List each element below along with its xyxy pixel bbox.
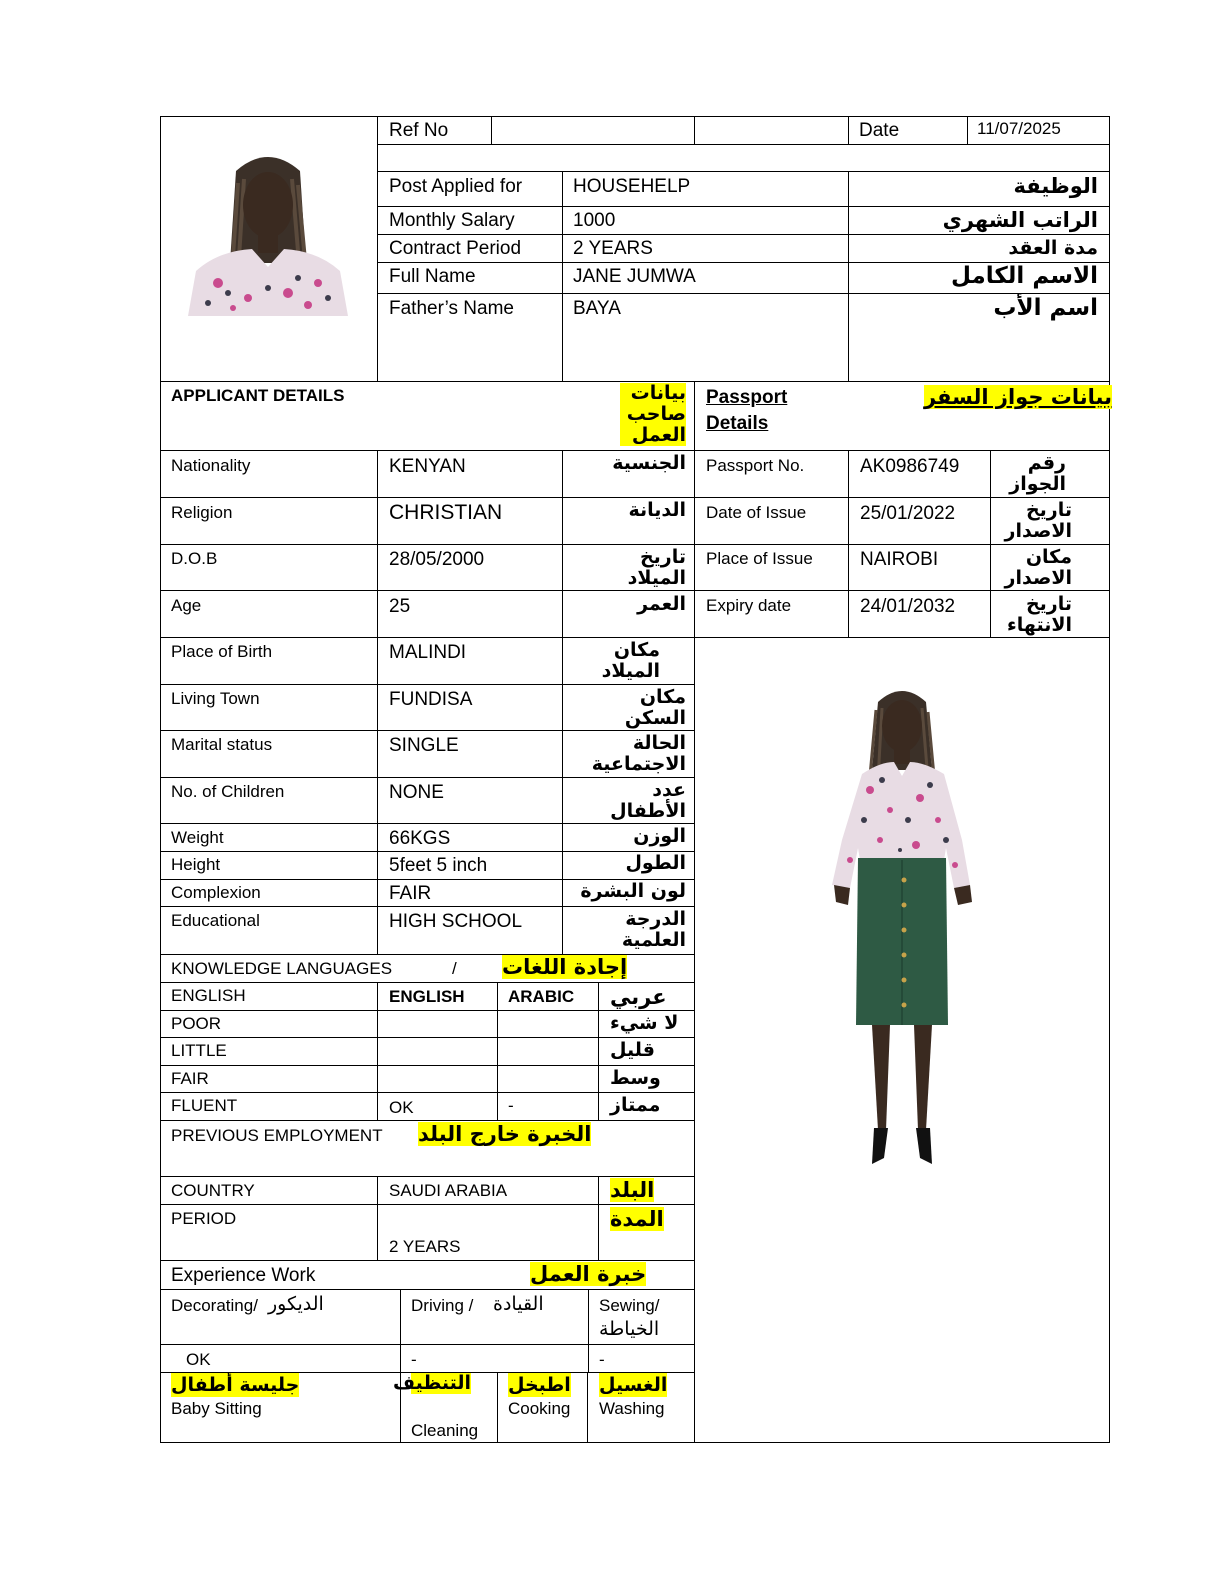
skill-cooking-label: Cooking <box>508 1399 571 1418</box>
period-value: 2 YEARS <box>389 1237 461 1256</box>
place-of-birth-value: MALINDI <box>389 642 467 663</box>
languages-heading: KNOWLEDGE LANGUAGES <box>171 959 393 978</box>
lang-header-level: ENGLISH <box>171 986 246 1005</box>
skill-decorating-label: Decorating/ <box>171 1296 258 1315</box>
passport-details-arabic: بيانات جواز السفر <box>923 385 1112 409</box>
skill-washing-label: Washing <box>599 1399 665 1418</box>
monthly-salary-arabic: الراتب الشهري <box>942 208 1098 232</box>
religion-label: Religion <box>171 503 233 522</box>
nationality-label: Nationality <box>171 456 251 475</box>
lang-header-arabic: عربي <box>610 985 667 1009</box>
monthly-salary-value: 1000 <box>573 210 616 231</box>
skill-decorating-value: OK <box>186 1350 211 1369</box>
height-label: Height <box>171 855 221 874</box>
country-arabic: البلد <box>610 1178 655 1202</box>
lang-level-fair: FAIR <box>171 1069 209 1088</box>
lang-fluent-english: OK <box>389 1098 414 1117</box>
living-town-label: Living Town <box>171 689 260 708</box>
full-name-arabic: الاسم الكامل <box>951 263 1098 289</box>
height-value: 5feet 5 inch <box>389 855 488 876</box>
complexion-arabic: لون البشرة <box>580 880 686 902</box>
marital-status-value: SINGLE <box>389 735 459 756</box>
children-label: No. of Children <box>171 782 285 801</box>
religion-arabic: الديانة <box>628 499 686 521</box>
expiry-date-value: 24/01/2032 <box>860 596 956 617</box>
children-arabic: عدد الأطفال <box>610 779 686 822</box>
languages-slash: / <box>452 959 457 978</box>
marital-status-label: Marital status <box>171 735 273 754</box>
skill-baby-sitting-arabic: جليسة أطفال <box>171 1374 300 1396</box>
place-of-issue-arabic: مكان الاصدار <box>1004 546 1072 589</box>
skill-sewing-arabic: الخياطة <box>599 1318 660 1340</box>
applicant-details-heading: APPLICANT DETAILS <box>171 386 345 405</box>
marital-status-arabic: الحالة الاجتماعية <box>591 732 686 775</box>
expiry-date-arabic: تاريخ الانتهاء <box>1007 593 1072 636</box>
skill-sewing-value: - <box>599 1350 605 1369</box>
previous-employment-heading: PREVIOUS EMPLOYMENT <box>171 1126 383 1145</box>
living-town-value: FUNDISA <box>389 689 473 710</box>
date-of-issue-arabic: تاريخ الاصدار <box>1004 499 1072 542</box>
place-of-birth-arabic: مكان الميلاد <box>601 639 660 682</box>
weight-label: Weight <box>171 828 224 847</box>
date-of-issue-label: Date of Issue <box>706 503 807 522</box>
skill-cleaning-arabic: التنظيف <box>392 1372 471 1394</box>
period-label: PERIOD <box>171 1209 237 1228</box>
country-value: SAUDI ARABIA <box>389 1181 508 1200</box>
date-label: Date <box>859 120 900 141</box>
period-arabic: المدة <box>610 1207 664 1231</box>
educational-arabic: الدرجة العلمية <box>621 908 686 951</box>
passport-no-label: Passport No. <box>706 456 805 475</box>
skill-baby-sitting-label: Baby Sitting <box>171 1399 262 1418</box>
religion-value: CHRISTIAN <box>389 501 503 524</box>
dob-value: 28/05/2000 <box>389 549 485 570</box>
full-body-photo <box>820 680 985 1170</box>
weight-value: 66KGS <box>389 828 451 849</box>
full-name-label: Full Name <box>389 266 476 287</box>
living-town-arabic: مكان السكن <box>624 686 686 729</box>
post-applied-value: HOUSEHELP <box>573 176 691 197</box>
skill-driving-label: Driving / <box>411 1296 474 1315</box>
lang-header-english: ENGLISH <box>389 987 465 1006</box>
skill-driving-value: - <box>411 1350 417 1369</box>
date-of-issue-value: 25/01/2022 <box>860 503 956 524</box>
experience-arabic: خبرة العمل <box>530 1262 647 1286</box>
contract-period-arabic: مدة العقد <box>1008 237 1098 259</box>
skill-decorating-arabic: الديكور <box>268 1293 324 1315</box>
applicant-details-arabic: بيانات صاحب العمل <box>620 383 686 446</box>
lang-header-arabic-lang: ARABIC <box>508 987 575 1006</box>
lang-fluent-arabic: ممتاز <box>610 1094 661 1116</box>
fathers-name-value: BAYA <box>573 298 621 319</box>
complexion-label: Complexion <box>171 883 261 902</box>
post-applied-label: Post Applied for <box>389 176 523 197</box>
full-name-value: JANE JUMWA <box>573 266 696 287</box>
weight-arabic: الوزن <box>633 825 686 847</box>
skill-cooking-arabic: اطبخل <box>508 1374 571 1396</box>
lang-fair-arabic: وسط <box>610 1067 661 1089</box>
contract-period-value: 2 YEARS <box>573 238 653 259</box>
nationality-value: KENYAN <box>389 456 466 477</box>
experience-heading: Experience Work <box>171 1265 316 1286</box>
post-applied-arabic: الوظيفة <box>1013 174 1098 198</box>
country-label: COUNTRY <box>171 1181 255 1200</box>
portrait-photo <box>188 143 348 316</box>
skill-driving-arabic: القيادة <box>493 1293 544 1315</box>
dob-arabic: تاريخ الميلاد <box>627 546 686 589</box>
place-of-issue-value: NAIROBI <box>860 549 939 570</box>
languages-arabic: إجادة اللغات <box>502 955 628 979</box>
ref-no-label: Ref No <box>389 120 449 141</box>
dob-label: D.O.B <box>171 549 218 568</box>
place-of-birth-label: Place of Birth <box>171 642 273 661</box>
skill-sewing-label: Sewing/ <box>599 1296 660 1315</box>
nationality-arabic: الجنسية <box>612 452 686 474</box>
lang-level-poor: POOR <box>171 1014 222 1033</box>
passport-details-heading: Passport Details <box>706 387 788 434</box>
height-arabic: الطول <box>625 852 686 874</box>
contract-period-label: Contract Period <box>389 238 522 259</box>
age-label: Age <box>171 596 202 615</box>
passport-no-value: AK0986749 <box>860 456 960 477</box>
expiry-date-label: Expiry date <box>706 596 792 615</box>
skill-cleaning-label: Cleaning <box>411 1421 479 1440</box>
lang-fluent-arabic-lang: - <box>508 1096 514 1115</box>
complexion-value: FAIR <box>389 883 432 904</box>
fathers-name-label: Father’s Name <box>389 298 514 319</box>
lang-poor-arabic: لا شيء <box>610 1012 679 1034</box>
educational-value: HIGH SCHOOL <box>389 911 523 932</box>
lang-level-fluent: FLUENT <box>171 1096 238 1115</box>
age-arabic: العمر <box>637 593 686 615</box>
previous-employment-arabic: الخبرة خارج البلد <box>418 1122 592 1146</box>
educational-label: Educational <box>171 911 260 930</box>
fathers-name-arabic: اسم الأب <box>993 295 1098 321</box>
skill-washing-arabic: الغسيل <box>599 1374 668 1396</box>
passport-no-arabic: رقم الجواز <box>1009 452 1066 495</box>
date-value[interactable]: 11/07/2025 <box>977 119 1061 138</box>
age-value: 25 <box>389 596 411 617</box>
lang-little-arabic: قليل <box>610 1039 655 1061</box>
lang-level-little: LITTLE <box>171 1041 227 1060</box>
place-of-issue-label: Place of Issue <box>706 549 813 568</box>
monthly-salary-label: Monthly Salary <box>389 210 515 231</box>
children-value: NONE <box>389 782 444 803</box>
